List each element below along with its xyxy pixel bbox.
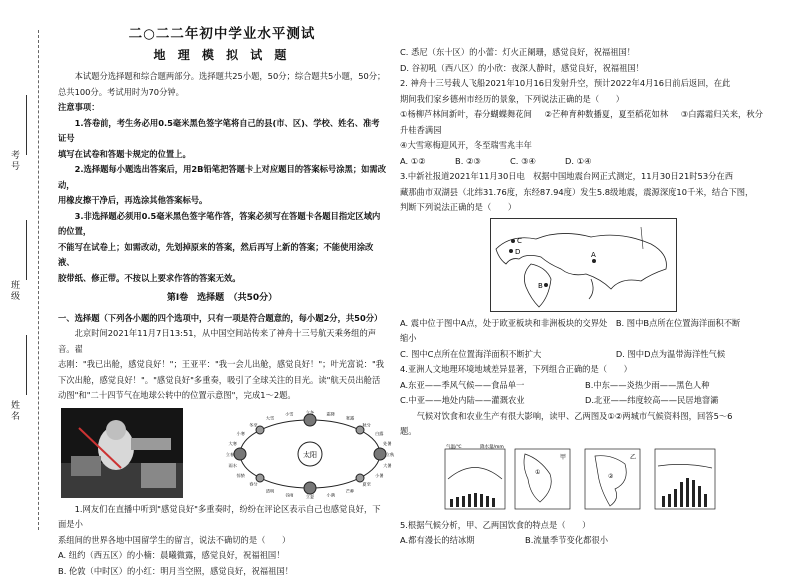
binding-underline (26, 220, 27, 280)
q2-item-4: ④大雪寒梅迎风开，冬至瑞雪兆丰年 (400, 138, 770, 154)
solar-term-label: 冬至 (249, 421, 258, 428)
binding-dashed-line (38, 30, 39, 530)
q2-stem-cont: 期间我们家乡德州市经历的景象，下列说法正确的是（ ） (400, 92, 770, 108)
solar-term-label: 寒露 (346, 414, 355, 421)
q3-option-d: D. 图中D点为温带海洋性气候 (616, 347, 770, 363)
q4-options-row1 (400, 378, 770, 394)
q3-option-a: A. 震中位于图中A点，处于欧亚板块和非洲板块的交界处 (400, 316, 616, 332)
binding-underline (26, 335, 27, 395)
solar-term-label: 大寒 (229, 440, 238, 447)
solar-term-label: 立夏 (306, 493, 315, 500)
exam-subtitle: 地 理 模 拟 试 题 (58, 47, 386, 63)
q4-option-c: C.中亚——地处内陆——灌溉农业 (400, 393, 585, 409)
q3-stem-cont: 判断下列说法正确的是（ ） (400, 200, 770, 216)
country-map-yi (585, 449, 640, 509)
q1-stem: 1.网友们在直播中听到"感觉良好"多重奏时，纷纷在评论区表示自己也感觉良好，下面是小 (58, 502, 386, 533)
q56-intro-cont: 题。 (400, 424, 770, 440)
q1-option-c: C. 悉尼（东十区）的小蕾：灯火正阑珊，感觉良好，祝福祖国！ (400, 45, 770, 61)
binding-field-exam-number: 考号 (8, 150, 21, 172)
passage-line: 志刚："我已出舱，感觉良好！"；王亚平："我一会儿出舱，感觉良好！"；叶光富说："我 (58, 357, 386, 373)
q3-options-row1 (400, 316, 770, 332)
part1-heading: 一、选择题（下列各小题的四个选项中，只有一项是符合题意的，每小题2分，共50分） (58, 311, 386, 327)
solar-term-label: 小雪 (285, 410, 293, 417)
climate-chart-1 (445, 444, 505, 509)
q4-options-row2 (400, 393, 770, 409)
note-3: 3.非选择题必须用0.5毫米黑色签字笔作答，答案必须写在答题卡各题目指定区域内的位置， (58, 209, 386, 240)
climate-figures (440, 444, 770, 514)
q2-stem: 2. 神舟十三号载人飞船2021年10月16日发射升空，预计2022年4月16日前后返回，在此 (400, 76, 770, 92)
solar-term-label: 白露 (375, 430, 384, 437)
q4-option-a: A.东亚——季风气候——食品单一 (400, 378, 585, 394)
solar-term-label: 清明 (266, 487, 274, 494)
solar-term-label: 大雪 (266, 414, 274, 421)
solar-term-label: 春分 (249, 480, 258, 487)
q1-option-a: A. 纽约（西五区）的小楠：晨曦微露，感觉良好，祝福祖国！ (58, 548, 386, 564)
solar-term-label: 小满 (327, 491, 336, 498)
climate-chart-2 (655, 449, 715, 509)
solar-term-label: 小暑 (375, 472, 384, 479)
solar-term-label: 处暑 (383, 440, 392, 447)
country-map-jia (515, 449, 570, 509)
solar-term-label: 芒种 (346, 487, 355, 494)
solar-term-label: 立冬 (306, 409, 315, 416)
exam-title: 二○二二年初中学业水平测试 (58, 25, 386, 43)
q3-option-c: C. 图中C点所在位置海洋面积不断扩大 (400, 347, 616, 363)
note-3-cont: 不能写在试卷上；如需改动，先划掉原来的答案，然后再写上新的答案；不能使用涂改液、 (58, 240, 386, 271)
solar-term-label: 立秋 (386, 451, 395, 458)
solar-term-label: 雨水 (229, 461, 238, 468)
label-jia: 甲 (560, 453, 566, 461)
solar-term-label: 夏至 (362, 480, 371, 487)
q3-option-b: B. 图中B点所在位置海洋面积不断 (616, 316, 770, 332)
q5-option-b: B.流量季节变化都很小 (525, 533, 650, 549)
q3-stem-cont: 藏那曲市双湖县（北纬31.76度，东经87.94度）发生5.8级地震，震源深度10千米，结合下图， (400, 185, 770, 201)
q1-option-d: D. 谷初吼（西八区）的小欣：夜深人静时，感觉良好，祝福祖国！ (400, 61, 770, 77)
q3-option-b-cont: 缩小 (400, 331, 770, 347)
label-city-1: ① (535, 469, 540, 476)
map-label-d: D (515, 248, 520, 256)
q2-option-b: B. ②③ (455, 154, 510, 170)
chart1-precip-label: 降水量/mm (480, 444, 504, 450)
map-label-b: B (538, 282, 543, 290)
q56-intro: 气候对饮食和农业生产有很大影响，读甲、乙两图及①②两城市气候资料图，回答5～6 (400, 409, 770, 425)
q3-stem: 3.中新社报道2021年11月30日电 权据中国地震台网正式测定，11月30日21时53分在西 (400, 169, 770, 185)
note-2: 2.选择题每小题选出答案后，用2B铅笔把答题卡上对应题目的答案标号涂黑；如需改动， (58, 162, 386, 193)
q2-options (400, 154, 620, 170)
spacewalk-photo (61, 408, 183, 498)
passage-line: 动图"和"二十四节气在地球公转中的位置示意图"，完成1～2题。 (58, 388, 386, 404)
solar-term-label: 霜降 (327, 410, 336, 417)
q1-stem-cont: 系组间的世界各地中国留学生的留言，说法不确切的是（ ） (58, 533, 386, 549)
figure-row (58, 408, 386, 500)
q2-option-d: D. ①④ (565, 154, 620, 170)
solar-term-label: 小寒 (237, 430, 246, 437)
q4-option-b: B.中东——炎热少雨——黑色人种 (585, 378, 770, 394)
binding-field-name: 姓名 (8, 400, 21, 422)
note-1: 1.答卷前，考生务必用0.5毫米黑色签字笔将自己的县(市、区)、学校、姓名、准考证号 (58, 116, 386, 147)
chart1-temp-label: 气温/℃ (446, 444, 462, 450)
solar-term-label: 秋分 (362, 421, 371, 428)
q2-item-1: ①杨柳芦林间新叶，春分蝴蝶舞花间 (400, 109, 532, 119)
sun-label: 太阳 (303, 450, 317, 459)
solar-term-label: 谷雨 (285, 491, 293, 498)
section-heading: 第Ⅰ卷 选择题 （共50分） (58, 291, 386, 307)
eurasia-africa-map (490, 218, 677, 312)
q5-stem: 5.根据气候分析，甲、乙两国饮食的特点是（ ） (400, 518, 770, 534)
q2-items (400, 107, 770, 138)
label-yi: 乙 (630, 454, 636, 461)
q1-option-b: B. 伦敦（中时区）的小红：明月当空照，感觉良好，祝福祖国！ (58, 564, 386, 579)
q4-option-d: D.北亚——纬度较高——民居地窨灞 (585, 393, 770, 409)
solar-term-label: 惊蛰 (237, 472, 246, 479)
intro-line: 本试题分选择题和综合题两部分。选择题共25小题，50分；综合题共5小题，50分； (58, 69, 386, 85)
solar-term-label: 立春 (226, 451, 235, 458)
left-column (58, 0, 386, 579)
binding-field-class: 班级 (8, 280, 21, 302)
q2-item-2: ②芒种育种数播夏，夏至稻花如林 (545, 109, 669, 119)
q2-option-a: A. ①② (400, 154, 455, 170)
note-3-cont: 胶带纸、修正带。不按以上要求作答的答案无效。 (58, 271, 386, 287)
q2-item-3: ③白露霜归关来，秋分升桂香满园 (400, 109, 763, 135)
solar-terms-orbit-diagram (223, 408, 398, 500)
binding-margin (0, 0, 52, 562)
passage-line: 北京时间2021年11月7日13:51，从中国空间站传来了神舟十三号航天乘务组的声音。翟 (58, 326, 386, 357)
right-column (400, 45, 770, 549)
note-1-cont: 填写在试卷和答题卡规定的位置上。 (58, 147, 386, 163)
label-city-2: ② (608, 473, 614, 480)
notes-heading: 注意事项： (58, 100, 386, 116)
q5-options (400, 533, 650, 549)
q3-options-row2 (400, 347, 770, 363)
passage-line: 下次出舱，感觉良好！"。"感觉良好"多重奏，吸引了全球关注的目光。读"航天员出舱活 (58, 373, 386, 389)
solar-term-label: 大暑 (383, 461, 392, 468)
binding-underline (26, 95, 27, 155)
intro-line: 总共100分。考试用时为70分钟。 (58, 85, 386, 101)
map-label-a: A (591, 251, 596, 259)
q2-option-c: C. ③④ (510, 154, 565, 170)
map-label-c: C (517, 237, 522, 245)
note-2-cont: 用橡皮擦干净后，再选涂其他答案标号。 (58, 193, 386, 209)
q4-stem: 4.亚洲人文地理环境地域差异显著，下列组合正确的是（ ） (400, 362, 770, 378)
q5-option-a: A.都有漫长的结冰期 (400, 533, 525, 549)
